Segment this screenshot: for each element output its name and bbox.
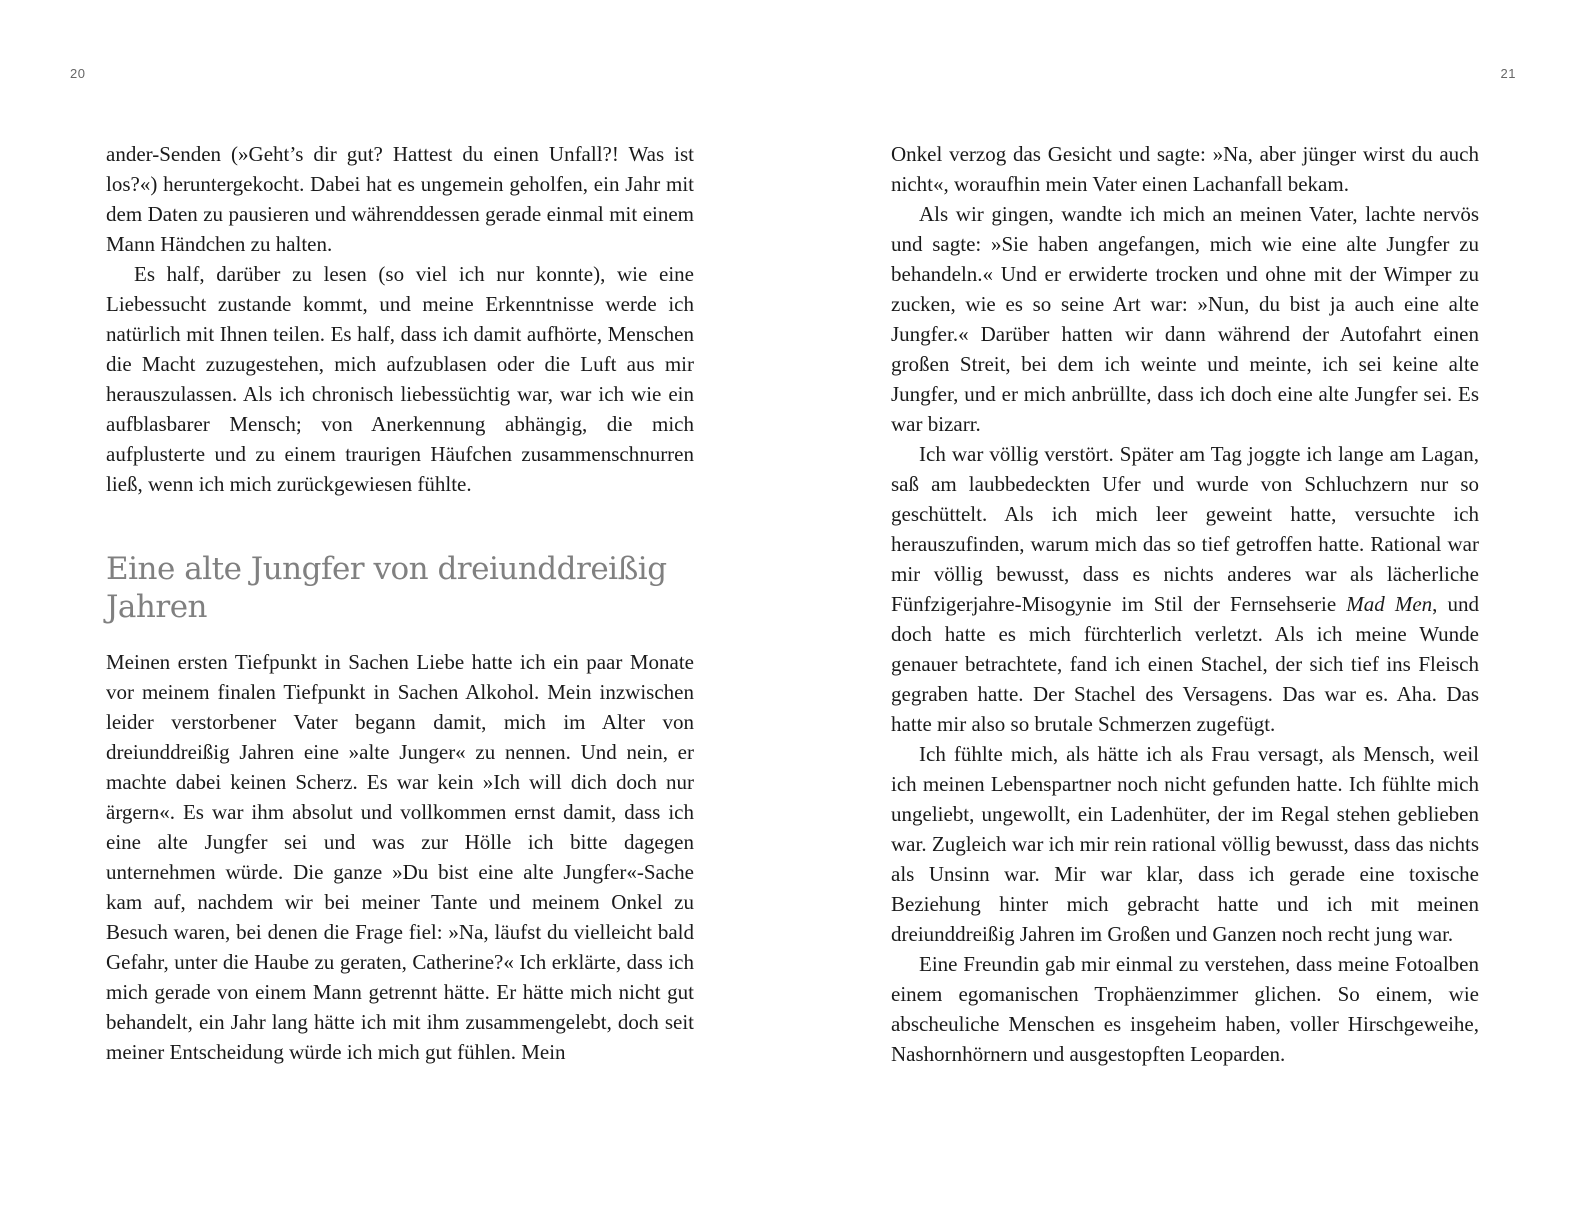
section-heading-line: Jahren (106, 589, 208, 625)
paragraph-text: Ich war völlig verstört. Später am Tag joggte ich lange am Lagan, saß am laubbedeckten Ufer und wurde von Schluchzern nur so geschüttelt. Als ich mich leer geweint hatte, versuchte ich herauszufinden, warum mich das so tief getroffen hatte. Rational war mir völlig bewusst, dass es nichts anderes war als lächerliche Fünfzigerjahre-Misogynie im Stil der Fernsehserie (891, 442, 1479, 616)
right-page (797, 0, 1594, 1211)
paragraph: Meinen ersten Tiefpunkt in Sachen Liebe hatte ich ein paar Monate vor meinem finalen Tiefpunkt in Sachen Alkohol. Mein inzwischen leider verstorbener Vater begann damit, mich im Alter von dreiunddreißig Jahren eine »alte Junger« zu nennen. Und nein, er machte dabei keinen Scherz. Es war kein »Ich will dich doch nur ärgern«. Es war ihm absolut und vollkommen ernst damit, dass ich eine alte Jungfer sei und was zur Hölle ich bitte dagegen unternehmen würde. Die ganze »Du bist eine alte Jungfer«-Sache kam auf, nachdem wir bei meiner Tante und meinem Onkel zu Besuch waren, bei denen die Frage fiel: »Na, läufst du vielleicht bald Gefahr, unter die Haube zu geraten, Catherine?« Ich erklärte, dass ich mich gerade von einem Mann getrennt hätte. Er hätte mich nicht gut behandelt, ein Jahr lang hätte ich mit ihm zusammengelebt, doch seit meiner Entscheidung würde ich mich gut fühlen. Mein (106, 650, 694, 1064)
section-heading (106, 550, 694, 626)
paragraph: Als wir gingen, wandte ich mich an meinen Vater, lachte nervös und sagte: »Sie haben angefangen, mich wie eine alte Jungfer zu behandeln.« Und er erwiderte trocken und ohne mit der Wimper zu zucken, wie es so seine Art war: »Nun, du bist ja auch eine alte Jungfer.« Darüber hatten wir dann während der Autofahrt einen großen Streit, bei dem ich weinte und meinte, ich sei keine alte Jungfer, und er mich anbrüllte, dass ich doch eine alte Jungfer sei. Es war bizarr. (891, 202, 1479, 436)
paragraph: Onkel verzog das Gesicht und sagte: »Na, aber jünger wirst du auch nicht«, woraufhin mein Vater einen Lachanfall bekam. (891, 142, 1479, 196)
paragraph: ander-Senden (»Geht’s dir gut? Hattest du einen Unfall?! Was ist los?«) heruntergekocht. Dabei hat es ungemein geholfen, ein Jahr mit dem Daten zu pausieren und währenddessen gerade einmal mit einem Mann Händchen zu halten. (106, 142, 694, 256)
page-number-right: 21 (1500, 66, 1516, 81)
paragraph: Ich fühlte mich, als hätte ich als Frau versagt, als Mensch, weil ich meinen Lebenspartner noch nicht gefunden hatte. Ich fühlte mich ungeliebt, ungewollt, ein Ladenhüter, der im Regal stehen geblieben war. Zugleich war ich mir rein rational völlig bewusst, dass das nichts als Unsinn war. Mir war klar, dass ich gerade eine toxische Beziehung hinter mich gebracht hatte und ich mit meinen dreiunddreißig Jahren im Großen und Ganzen noch recht jung war. (891, 742, 1479, 946)
section-heading-line: Eine alte Jungfer von dreiunddreißig (106, 551, 667, 587)
paragraph-text: , und doch hatte es mich fürchterlich verletzt. Als ich meine Wunde genauer betrachtete, fand ich einen Stachel, der sich tief ins Fleisch gegraben hatte. Der Stachel des Versagens. Das war es. Aha. Das hatte mir also so brutale Schmerzen zugefügt. (891, 592, 1480, 736)
left-text-top (106, 139, 694, 499)
tv-series-title: Mad Men (1346, 592, 1433, 616)
paragraph: Es half, darüber zu lesen (so viel ich nur konnte), wie eine Liebessucht zustande kommt, und meine Erkenntnisse werde ich natürlich mit Ihnen teilen. Es half, dass ich damit aufhörte, Menschen die Macht zuzugestehen, mich aufzublasen oder die Luft aus mir herauszulassen. Als ich chronisch liebessüchtig war, war ich wie ein aufblasbarer Mensch; von Anerkennung abhängig, die mich aufplusterte und zu einem traurigen Häufchen zusammenschnurren ließ, wenn ich mich zurückgewiesen fühlte. (106, 262, 694, 496)
left-text-bottom (106, 647, 694, 1067)
paragraph (891, 439, 1479, 739)
paragraph: Eine Freundin gab mir einmal zu verstehen, dass meine Fotoalben einem egomanischen Trophäenzimmer glichen. So einem, wie abscheuliche Menschen es insgeheim haben, voller Hirschgeweihe, Nashornhörnern und ausgestopften Leoparden. (891, 952, 1479, 1066)
page-number-left: 20 (70, 66, 86, 81)
right-text (891, 139, 1479, 1069)
